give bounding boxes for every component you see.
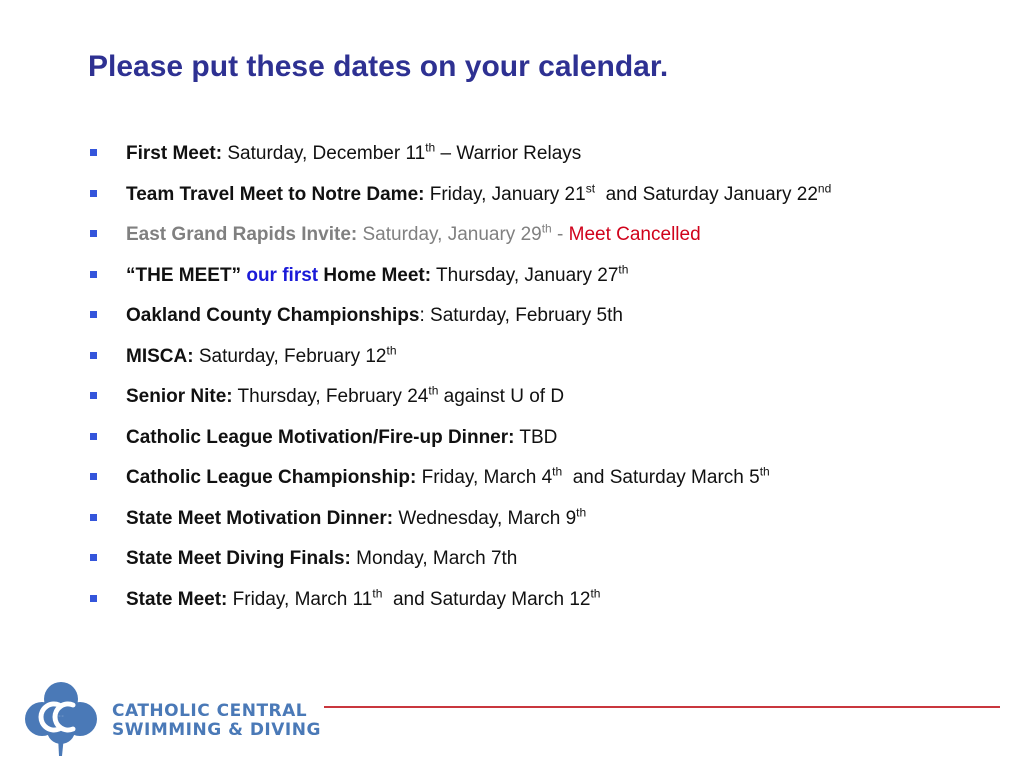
event-date: Saturday, December 11 bbox=[222, 143, 426, 164]
event-item-state-dinner bbox=[88, 505, 968, 532]
square-bullet-icon bbox=[90, 514, 97, 521]
event-label: Catholic League Motivation/Fire-up Dinner: bbox=[126, 426, 515, 448]
event-date: Friday, January 21 bbox=[424, 183, 586, 205]
event-label: East Grand Rapids Invite: bbox=[126, 224, 358, 245]
event-label: Home Meet: bbox=[318, 264, 432, 286]
event-list bbox=[88, 140, 968, 626]
date-suffix: st bbox=[585, 181, 596, 196]
date-suffix: th bbox=[618, 262, 629, 277]
square-bullet-icon bbox=[90, 554, 97, 561]
event-item-league-championship bbox=[88, 464, 968, 491]
logo-wordmark bbox=[112, 702, 321, 740]
event-item-oakland-county bbox=[88, 302, 968, 329]
cancelled-notice: Meet Cancelled bbox=[568, 224, 701, 245]
event-dash: - bbox=[551, 224, 569, 245]
square-bullet-icon bbox=[90, 190, 97, 197]
event-label: First Meet: bbox=[126, 143, 223, 164]
event-date: : Saturday, February 5th bbox=[419, 305, 623, 326]
logo-line-1: CATHOLIC CENTRAL bbox=[112, 701, 308, 721]
event-date: Wednesday, March 9 bbox=[393, 507, 577, 529]
event-date: Friday, March 4 bbox=[416, 467, 553, 488]
event-item-motivation-dinner bbox=[88, 424, 968, 451]
event-date: Thursday, January 27 bbox=[431, 264, 619, 286]
square-bullet-icon bbox=[90, 473, 97, 480]
square-bullet-icon bbox=[90, 311, 97, 318]
event-item-senior-nite bbox=[88, 383, 968, 410]
event-item-first-meet bbox=[88, 140, 968, 167]
event-label: Oakland County Championships bbox=[126, 305, 420, 326]
event-label: State Meet: bbox=[126, 588, 228, 610]
event-label: State Meet Diving Finals: bbox=[126, 548, 351, 569]
date-suffix-2: th bbox=[759, 464, 770, 479]
square-bullet-icon bbox=[90, 392, 97, 399]
square-bullet-icon bbox=[90, 271, 97, 278]
square-bullet-icon bbox=[90, 595, 97, 602]
date-suffix: th bbox=[425, 140, 436, 155]
event-item-team-travel bbox=[88, 181, 968, 208]
date-suffix: th bbox=[372, 586, 383, 601]
event-item-east-grand-rapids bbox=[88, 221, 968, 248]
date-suffix: th bbox=[576, 505, 587, 520]
event-date-2: and Saturday March 5 bbox=[562, 467, 760, 488]
event-note: – Warrior Relays bbox=[435, 143, 582, 164]
event-date: Friday, March 11 bbox=[227, 588, 373, 610]
footer-divider bbox=[324, 706, 1000, 708]
shamrock-cc-logo-icon bbox=[22, 680, 100, 756]
event-item-the-meet bbox=[88, 262, 968, 289]
event-date: TBD bbox=[514, 426, 558, 448]
event-item-misca bbox=[88, 343, 968, 370]
event-date: Saturday, February 12 bbox=[193, 345, 387, 367]
square-bullet-icon bbox=[90, 230, 97, 237]
event-date-2: and Saturday January 22 bbox=[595, 183, 818, 205]
event-label: MISCA: bbox=[126, 345, 194, 367]
event-date: Saturday, January 29 bbox=[357, 224, 542, 245]
square-bullet-icon bbox=[90, 433, 97, 440]
event-label: Team Travel Meet to Notre Dame: bbox=[126, 183, 425, 205]
date-suffix: th bbox=[428, 383, 439, 398]
event-label: State Meet Motivation Dinner: bbox=[126, 507, 394, 529]
date-suffix: th bbox=[386, 343, 397, 358]
square-bullet-icon bbox=[90, 149, 97, 156]
date-suffix: th bbox=[541, 221, 552, 236]
date-suffix: th bbox=[552, 464, 563, 479]
event-note: against U of D bbox=[438, 386, 565, 407]
event-item-state-meet bbox=[88, 586, 968, 613]
square-bullet-icon bbox=[90, 352, 97, 359]
event-item-diving-finals bbox=[88, 545, 968, 572]
event-highlight: our first bbox=[246, 264, 319, 286]
event-label: Catholic League Championship: bbox=[126, 467, 417, 488]
event-label: Senior Nite: bbox=[126, 386, 233, 407]
event-date: Thursday, February 24 bbox=[232, 386, 429, 407]
event-date-2: and Saturday March 12 bbox=[382, 588, 591, 610]
page-title: Please put these dates on your calendar. bbox=[88, 50, 669, 83]
date-suffix-2: th bbox=[590, 586, 601, 601]
event-date: Monday, March 7th bbox=[350, 548, 518, 569]
logo-line-2: SWIMMING & DIVING bbox=[112, 720, 321, 740]
event-quote: “THE MEET” bbox=[126, 264, 247, 286]
date-suffix-2: nd bbox=[817, 181, 832, 196]
